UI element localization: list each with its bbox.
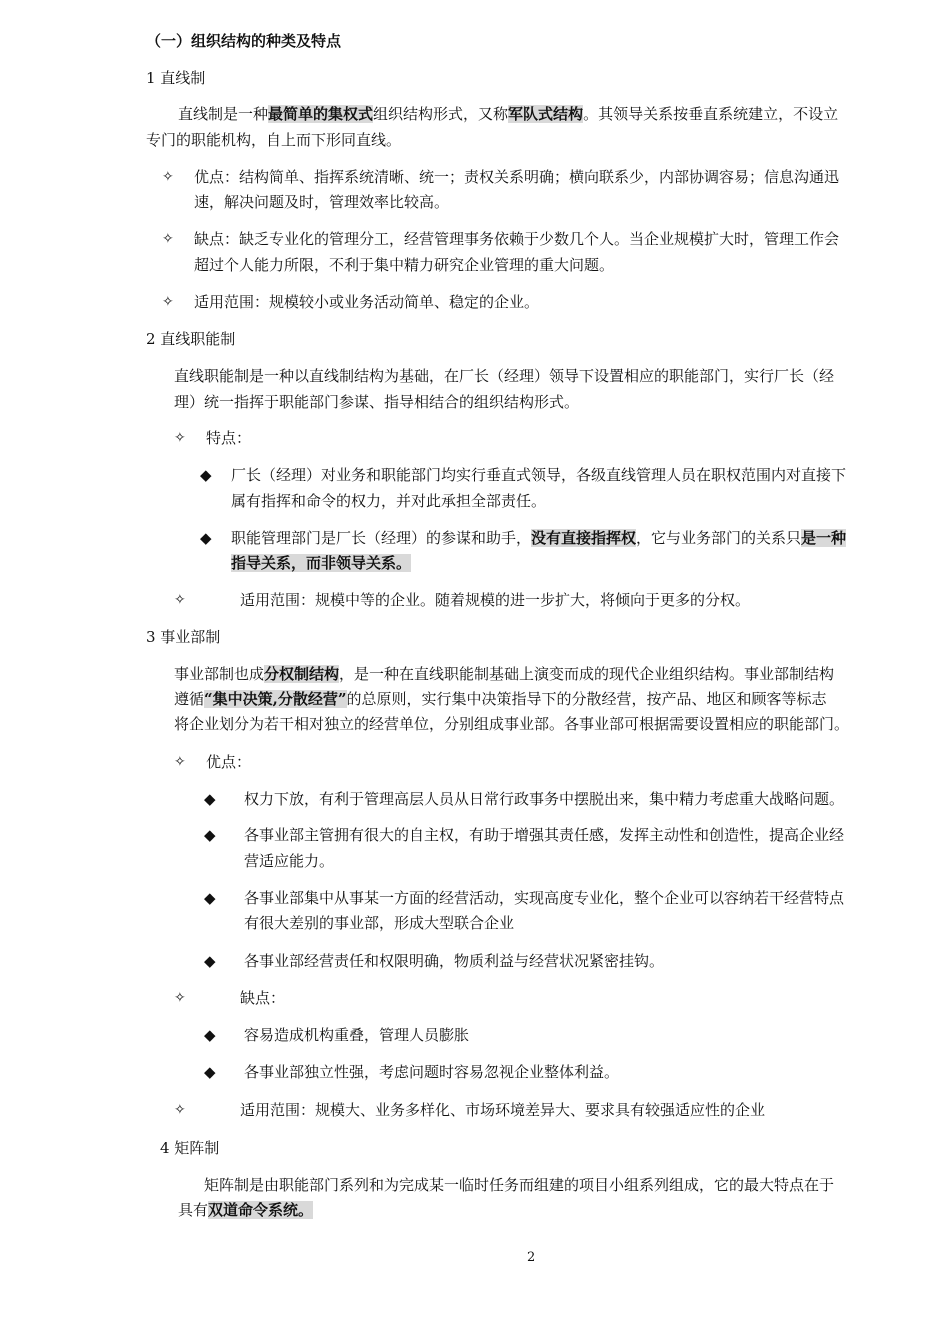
sec3-pro-4: 各事业部经营责任和权限明确，物质利益与经营状况紧密挂钩。 [244, 952, 665, 970]
highlight-run: 指导关系，而非领导关系。 [231, 554, 412, 572]
heading-4: 4 矩阵制 [160, 1139, 220, 1157]
sec2-intro-line1: 直线职能制是一种以直线制结构为基础，在厂长（经理）领导下设置相应的职能部门，实行厂长（经 [174, 367, 835, 385]
star-bullet-icon: ✧ [174, 990, 186, 1006]
sec2-f1-line2: 属有指挥和命令的权力，并对此承担全部责任。 [231, 492, 547, 510]
sec1-intro-line1 [178, 104, 838, 124]
diamond-bullet-icon: ◆ [200, 466, 212, 484]
sec2-scope: 适用范围：规模中等的企业。随着规模的进一步扩大，将倾向于更多的分权。 [240, 591, 751, 609]
highlight-run: 没有直接指挥权 [531, 529, 637, 547]
sec3-con-1: 容易造成机构重叠，管理人员膨胀 [244, 1026, 470, 1044]
sec3-pro-3-line2: 有很大差别的事业部，形成大型联合企业 [244, 914, 515, 932]
sec4-intro-line1: 矩阵制是由职能部门系列和为完成某一临时任务而组建的项目小组系列组成，它的最大特点在于 [204, 1176, 835, 1194]
text-run: ，它与业务部门的关系只 [636, 529, 802, 547]
star-bullet-icon: ✧ [174, 754, 186, 770]
section-title: （一）组织结构的种类及特点 [146, 32, 342, 50]
star-bullet-icon: ✧ [174, 1102, 186, 1118]
highlight-run: 最简单的集权式 [268, 105, 374, 123]
star-bullet-icon: ✧ [162, 169, 174, 185]
text-run: 具有 [178, 1201, 209, 1219]
page-number: 2 [527, 1250, 536, 1265]
diamond-bullet-icon: ◆ [204, 952, 216, 970]
sec2-features-label: 特点： [206, 429, 252, 447]
text-run: 直线制是一种 [178, 105, 269, 123]
diamond-bullet-icon: ◆ [204, 1063, 216, 1081]
sec3-pros-label: 优点： [206, 753, 252, 771]
sec4-intro-line2 [178, 1200, 313, 1220]
sec1-intro-line2: 专门的职能机构，自上而下形同直线。 [146, 131, 402, 149]
sec3-pro-3-line1: 各事业部集中从事某一方面的经营活动，实现高度专业化，整个企业可以容纳若干经营特点 [244, 889, 845, 907]
text-run: 。其领导关系按垂直系统建立，不设立 [583, 105, 839, 123]
sec3-scope: 适用范围：规模大、业务多样化、市场环境差异大、要求具有较强适应性的企业 [240, 1101, 766, 1119]
star-bullet-icon: ✧ [174, 430, 186, 446]
highlight-run: 分权制结构 [264, 665, 340, 683]
sec1-cons-line2: 超过个人能力所限，不利于集中精力研究企业管理的重大问题。 [194, 256, 615, 274]
sec3-pro-2-line2: 营适应能力。 [244, 852, 335, 870]
sec2-f2-line1 [231, 528, 846, 548]
sec3-pro-1: 权力下放，有利于管理高层人员从日常行政事务中摆脱出来，集中精力考虑重大战略问题。 [244, 790, 845, 808]
sec3-intro-line1 [174, 664, 834, 684]
highlight-run: 军队式结构 [508, 105, 584, 123]
heading-1: 1 直线制 [146, 69, 206, 87]
diamond-bullet-icon: ◆ [204, 889, 216, 907]
sec1-pros-line2: 速，解决问题及时，管理效率比较高。 [194, 193, 450, 211]
highlight-run: “集中决策,分散经营” [204, 690, 347, 708]
star-bullet-icon: ✧ [162, 294, 174, 310]
text-run: 遵循 [174, 690, 205, 708]
highlight-run: 是一种 [801, 529, 847, 547]
highlight-run: 双道命令系统。 [208, 1201, 314, 1219]
sec3-pro-2-line1: 各事业部主管拥有很大的自主权，有助于增强其责任感，发挥主动性和创造性，提高企业经 [244, 826, 845, 844]
sec3-cons-label: 缺点： [240, 989, 286, 1007]
sec1-scope: 适用范围：规模较小或业务活动简单、稳定的企业。 [194, 293, 540, 311]
text-run: 组织结构形式，又称 [373, 105, 509, 123]
diamond-bullet-icon: ◆ [204, 1026, 216, 1044]
diamond-bullet-icon: ◆ [204, 826, 216, 844]
sec3-con-2: 各事业部独立性强，考虑问题时容易忽视企业整体利益。 [244, 1063, 620, 1081]
sec2-f2-line2 [231, 553, 411, 573]
text-run: ，是一种在直线职能制基础上演变而成的现代企业组织结构。事业部制结构 [339, 665, 835, 683]
sec3-intro-line3: 将企业划分为若干相对独立的经营单位，分别组成事业部。各事业部可根据需要设置相应的职能部门。 [174, 715, 850, 733]
text-run: 的总原则，实行集中决策指导下的分散经营，按产品、地区和顾客等标志 [346, 690, 827, 708]
text-run: 职能管理部门是厂长（经理）的参谋和助手， [231, 529, 532, 547]
sec1-cons-line1: 缺点：缺乏专业化的管理分工，经营管理事务依赖于少数几个人。当企业规模扩大时，管理工作会 [194, 230, 840, 248]
sec1-pros-line1: 优点：结构简单、指挥系统清晰、统一；责权关系明确；横向联系少，内部协调容易；信息沟通迅 [194, 168, 840, 186]
star-bullet-icon: ✧ [162, 231, 174, 247]
star-bullet-icon: ✧ [174, 592, 186, 608]
sec2-intro-line2: 理）统一指挥于职能部门参谋、指导相结合的组织结构形式。 [174, 393, 580, 411]
diamond-bullet-icon: ◆ [204, 790, 216, 808]
text-run: 事业部制也成 [174, 665, 265, 683]
diamond-bullet-icon: ◆ [200, 529, 212, 547]
heading-2: 2 直线职能制 [146, 330, 236, 348]
sec3-intro-line2 [174, 689, 827, 709]
heading-3: 3 事业部制 [146, 628, 221, 646]
sec2-f1-line1: 厂长（经理）对业务和职能部门均实行垂直式领导，各级直线管理人员在职权范围内对直接下 [231, 466, 847, 484]
